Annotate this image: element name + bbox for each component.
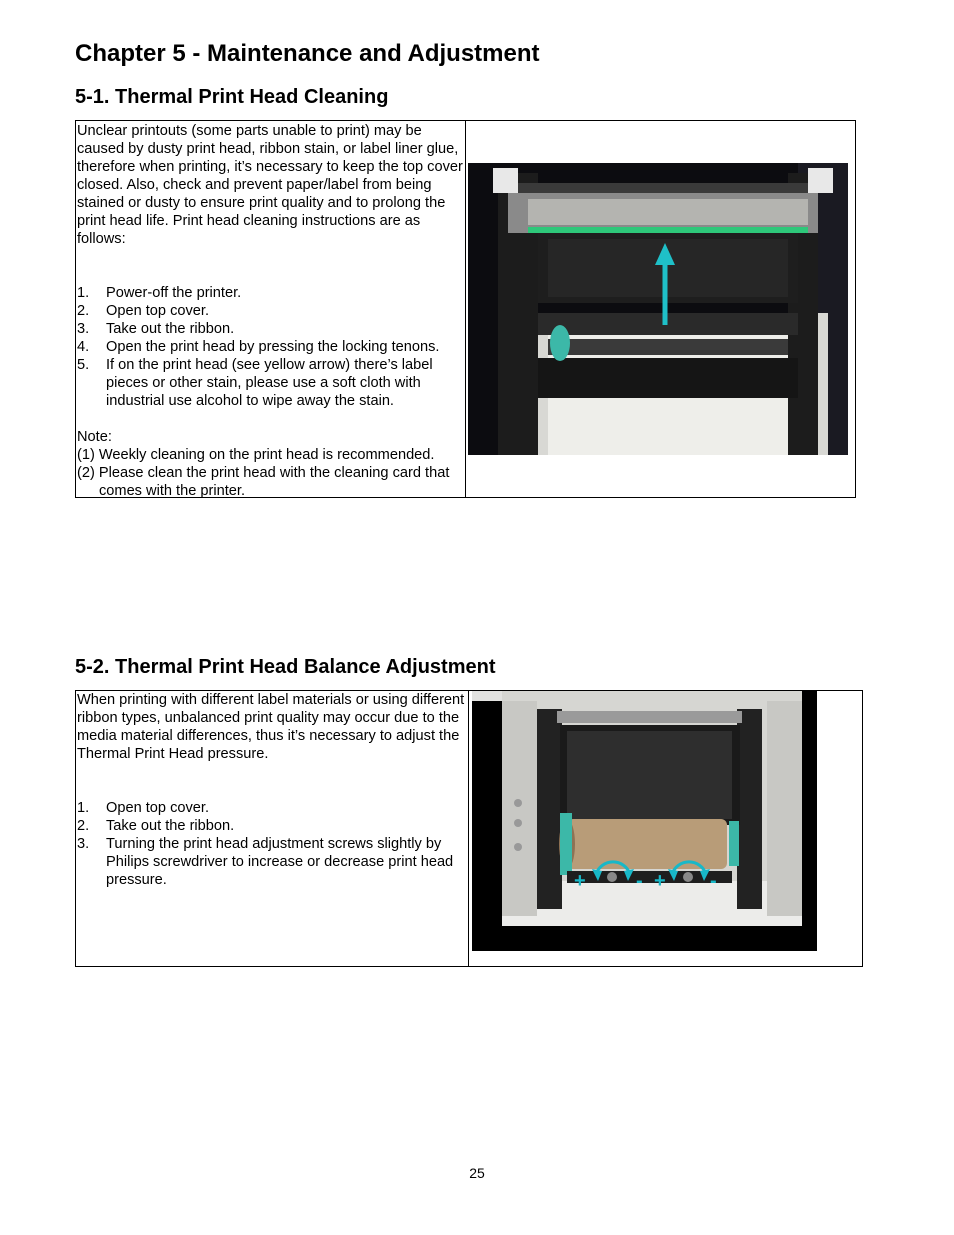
balance-steps-list [77,799,469,889]
note-item: (1) Weekly cleaning on the print head is recommended. [77,447,435,463]
section-heading-cleaning: 5-1. Thermal Print Head Cleaning [75,86,389,108]
list-item: 3. Turning the print head adjustment screws slightly by Philips screwdriver to increase or decrease print head pressure. [77,836,454,888]
list-item: 5. If on the print head (see yellow arrow) there’s label pieces or other stain, please use a soft cloth with industrial use alcohol to wipe away the stain. [77,357,433,409]
page-number: 25 [469,1165,485,1181]
cleaning-intro: Unclear printouts (some parts unable to print) may be caused by dusty print head, ribbon stain, or label liner glue, therefore when printing, it’s necessary to keep the top cover closed. Also, check and prevent paper/label from being stained or dusty to ensure print quality and to prolong the print head life. Print head cleaning instructions are as follows: [77,123,463,247]
list-item: 1. Open top cover. [77,800,210,816]
balance-intro: When printing with different label materials or using different ribbon types, unbalanced print quality may occur due to the media material differences, thus it’s necessary to adjust the Thermal Print Head pressure. [77,692,465,762]
balance-table [75,690,863,967]
list-item: 2. Take out the ribbon. [77,818,235,834]
minus-label: - [636,870,643,892]
note-item: (2) Please clean the print head with the cleaning card that comes with the printer. [77,465,450,499]
balance-text-column [77,691,469,889]
print-head-photo [468,163,848,455]
adjustment-screws-photo [472,691,817,951]
plus-label: + [654,870,666,892]
section-heading-balance: 5-2. Thermal Print Head Balance Adjustment [75,656,496,678]
plus-label: + [574,870,586,892]
list-item: 2. Open top cover. [77,303,210,319]
note-label: Note: [77,429,112,445]
list-item: 3. Take out the ribbon. [77,321,235,337]
cleaning-text-column [77,122,463,500]
cleaning-table [75,120,856,498]
minus-label: - [710,870,717,892]
table-divider [465,121,466,497]
cleaning-steps-list [77,284,463,410]
list-item: 1. Power-off the printer. [77,285,242,301]
list-item: 4. Open the print head by pressing the locking tenons. [77,339,440,355]
chapter-title: Chapter 5 - Maintenance and Adjustment [75,40,540,67]
